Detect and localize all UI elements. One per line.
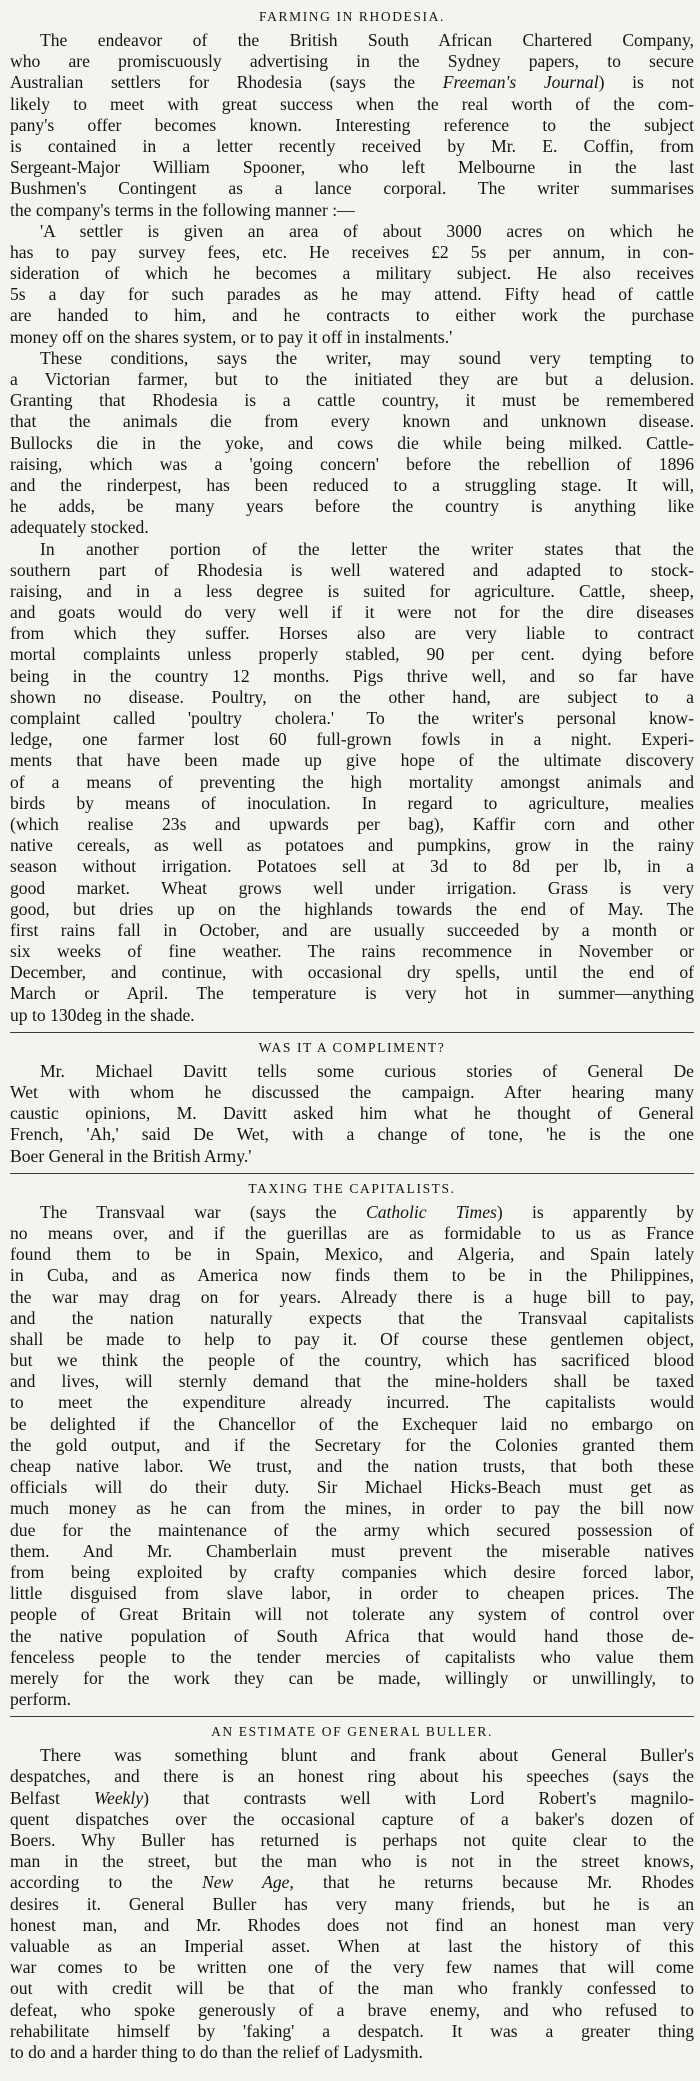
publication-name: New Age: [202, 1872, 290, 1893]
text-line: Australian settlers for Rhodesia (says the Freeman's Journal) is not: [10, 72, 694, 93]
text-line: adequately stocked.: [10, 517, 149, 538]
text-line: native cereals, as well as potatoes and pumpkins, grow in the rainy: [10, 835, 694, 856]
text-line: the company's terms in the following manner :—: [10, 199, 355, 220]
text-line: six weeks of fine weather. The rains recommence in November or: [10, 941, 694, 962]
publication-name: Freeman's Journal: [442, 72, 599, 93]
publication-name: Catholic Times: [365, 1201, 497, 1222]
text-line: people of Great Britain will not tolerate any system of control over: [10, 1604, 694, 1625]
text-line: Bushmen's Contingent as a lance corporal. The writer summarises: [10, 178, 694, 199]
article-headline: TAXING THE CAPITALISTS.: [248, 1180, 456, 1196]
text-line: the gold output, and if the Secretary for the Colonies granted them: [10, 1434, 694, 1455]
column-rule: [10, 1716, 694, 1717]
text-line: honest man, and Mr. Rhodes does not find an honest man very: [10, 1914, 694, 1935]
text-line: The Transvaal war (says the Catholic Times) is apparently by: [40, 1201, 695, 1222]
text-line: and the nation naturally expects that the Transvaal capitalists: [10, 1307, 694, 1328]
text-line: fenceless people to the tender mercies of capitalists who value them: [10, 1646, 694, 1667]
text-line: according to the New Age, that he returns because Mr. Rhodes: [10, 1872, 694, 1893]
text-line: of a means of preventing the high mortality amongst animals and: [10, 771, 694, 792]
text-line: who are promiscuously advertising in the Sydney papers, to secure: [10, 51, 694, 72]
text-line: being in the country 12 months. Pigs thrive well, and so far have: [10, 665, 694, 686]
text-line: desires it. General Buller has very many friends, but he is an: [10, 1893, 694, 1914]
article-estimate-of-general-buller: [10, 1723, 694, 2063]
text-line: The endeavor of the British South African Chartered Company,: [40, 30, 694, 50]
text-line: and lives, will sternly demand that the mine-holders shall be taxed: [10, 1371, 694, 1392]
text-line: (which realise 23s and upwards per bag), Kaffir corn and other: [10, 813, 694, 834]
text-line: the native population of South Africa that would hand those de-: [10, 1625, 694, 1646]
text-line: no means over, and if the guerillas are as formidable to us as France: [10, 1222, 694, 1243]
text-line: Bullocks die in the yoke, and cows die while being milked. Cattle-: [10, 432, 694, 453]
text-line: war comes to be written one of the very few names that will come: [10, 1957, 694, 1978]
article-was-it-a-compliment: [10, 1039, 694, 1167]
text-line: rehabilitate himself by 'faking' a despatch. It was a greater thing: [10, 2020, 694, 2041]
text-line: from which they suffer. Horses also are very liable to contract: [10, 623, 694, 644]
text-line: but we think the people of the country, which has sacrificed blood: [10, 1350, 694, 1371]
text-line: ledge, one farmer lost 60 full-grown fowls in a night. Experi-: [10, 729, 694, 750]
article-body: [10, 30, 694, 1026]
text-line: perform.: [10, 1689, 72, 1710]
text-line: due for the maintenance of the army which secured possession of: [10, 1519, 694, 1540]
article-body: [10, 1061, 694, 1167]
text-line: them. And Mr. Chamberlain must prevent the miserable natives: [10, 1540, 694, 1561]
text-line: a Victorian farmer, but to the initiated they are but a delusion.: [10, 369, 694, 389]
publication-name: Weekly: [93, 1787, 144, 1808]
text-line: Granting that Rhodesia is a cattle country, it must be remembered: [10, 390, 694, 411]
article-headline: AN ESTIMATE OF GENERAL BULLER.: [211, 1724, 493, 1740]
text-line: Sergeant-Major William Spooner, who left Melbourne in the last: [10, 157, 694, 178]
text-line: sideration of which he becomes a military subject. He also receives: [10, 263, 694, 284]
text-line: is contained in a letter recently received by Mr. E. Coffin, from: [10, 135, 694, 156]
text-line: in Cuba, and as America now finds them to be in the Philippines,: [10, 1265, 694, 1286]
text-line: cheap native labor. We trust, and the nation trusts, that both these: [10, 1456, 694, 1476]
text-line: first rains fall in October, and are usually succeeded by a month or: [10, 919, 694, 940]
text-line: he adds, be many years before the country is anything like: [10, 496, 694, 517]
text-line: out with credit will be that of the man who frankly confessed to: [10, 1978, 694, 1999]
text-line: caustic opinions, M. Davitt asked him what he thought of General: [10, 1103, 694, 1124]
text-line: are handed to him, and he contracts to either work the purchase: [10, 305, 694, 326]
article-farming-in-rhodesia: [10, 8, 694, 1026]
text-line: mortal complaints unless properly stabled, 90 per cent. dying before: [10, 644, 694, 665]
text-line: March or April. The temperature is very hot in summer—anything: [10, 983, 694, 1004]
text-line: and the rinderpest, has been reduced to a struggling stage. It will,: [10, 474, 694, 495]
text-line: raising, and in a less degree is suited for agriculture. Cattle, sheep,: [10, 580, 694, 601]
article-body: [10, 1745, 694, 2063]
text-line: shall be made to help to pay it. Of course these gentlemen object,: [10, 1328, 694, 1349]
text-line: season without irrigation. Potatoes sell at 3d to 8d per lb, in a: [10, 856, 694, 877]
text-line: French, 'Ah,' said De Wet, with a change of tone, 'he is the one: [10, 1124, 694, 1145]
text-line: raising, which was a 'going concern' before the rebellion of 1896: [10, 453, 694, 474]
text-line: Boers. Why Buller has returned is perhaps not quite clear to the: [10, 1830, 694, 1850]
article-headline: WAS IT A COMPLIMENT?: [258, 1039, 446, 1055]
text-line: money off on the shares system, or to pay it off in instalments.': [10, 326, 453, 347]
text-line: shown no disease. Poultry, on the other hand, are subject to a: [10, 686, 694, 707]
article-taxing-the-capitalists: [10, 1180, 694, 1711]
text-line: southern part of Rhodesia is well watered and adapted to stock-: [10, 559, 694, 580]
text-line: that the animals die from every known and unknown disease.: [10, 411, 694, 432]
text-line: Belfast Weekly) that contrasts well with Lord Robert's magnilo-: [10, 1787, 695, 1808]
text-line: little disguised from slave labor, in order to cheapen prices. The: [10, 1583, 694, 1604]
text-line: be delighted if the Chancellor of the Exchequer laid no embargo on: [10, 1413, 694, 1434]
text-line: has to pay survey fees, etc. He receives £2 5s per annum, in con-: [10, 241, 694, 262]
text-line: defeat, who spoke generously of a brave enemy, and who refused to: [10, 1999, 694, 2020]
text-line: man in the street, but the man who is not in the street knows,: [10, 1851, 694, 1872]
text-line: good, but dries up on the highlands towards the end of May. The: [10, 898, 694, 919]
text-line: to meet the expenditure already incurred. The capitalists would: [10, 1392, 694, 1413]
text-line: In another portion of the letter the writer states that the: [40, 538, 694, 559]
text-line: ments that have been made up give hope of the ultimate discovery: [10, 750, 694, 771]
column-rule: [10, 1173, 694, 1174]
text-line: Mr. Michael Davitt tells some curious stories of General De: [40, 1060, 694, 1081]
article-body: [10, 1202, 694, 1711]
text-line: 5s a day for such parades as he may attend. Fifty head of cattle: [10, 284, 694, 305]
text-line: Boer General in the British Army.': [10, 1145, 252, 1166]
text-line: likely to meet with great success when the real worth of the com-: [10, 93, 694, 114]
column-rule: [10, 1032, 694, 1033]
text-line: the war may drag on for years. Already there is a huge bill to pay,: [10, 1286, 694, 1307]
text-line: These conditions, says the writer, may sound very tempting to: [40, 347, 694, 368]
text-line: Wet with whom he discussed the campaign. After hearing many: [10, 1082, 694, 1102]
text-line: quent dispatches over the occasional capture of a baker's dozen of: [10, 1808, 694, 1829]
text-line: good market. Wheat grows well under irrigation. Grass is very: [10, 877, 694, 898]
text-line: merely for the work they can be made, willingly or unwillingly, to: [10, 1667, 694, 1688]
text-line: from being exploited by crafty companies which desire forced labor,: [10, 1561, 694, 1582]
text-line: found them to be in Spain, Mexico, and Algeria, and Spain lately: [10, 1244, 694, 1265]
article-headline: FARMING IN RHODESIA.: [259, 9, 445, 24]
text-line: much money as he can from the mines, in order to pay the bill now: [10, 1498, 694, 1519]
text-line: pany's offer becomes known. Interesting reference to the subject: [10, 114, 694, 135]
text-line: to do and a harder thing to do than the relief of Ladysmith.: [10, 2041, 423, 2062]
text-line: There was something blunt and frank about General Buller's: [40, 1745, 694, 1766]
text-line: and goats would do very well if it were not for the dire diseases: [10, 602, 694, 623]
text-line: up to 130deg in the shade.: [10, 1004, 195, 1025]
text-line: December, and continue, with occasional dry spells, until the end of: [10, 962, 694, 983]
text-line: birds by means of inoculation. In regard to agriculture, mealies: [10, 792, 694, 813]
text-line: despatches, and there is an honest ring about his speeches (says the: [10, 1766, 694, 1787]
text-line: 'A settler is given an area of about 3000 acres on which he: [40, 220, 694, 241]
text-line: valuable as an Imperial asset. When at last the history of this: [10, 1935, 694, 1956]
text-line: complaint called 'poultry cholera.' To the writer's personal know-: [10, 708, 694, 728]
text-line: officials will do their duty. Sir Michael Hicks-Beach must get as: [10, 1477, 694, 1498]
